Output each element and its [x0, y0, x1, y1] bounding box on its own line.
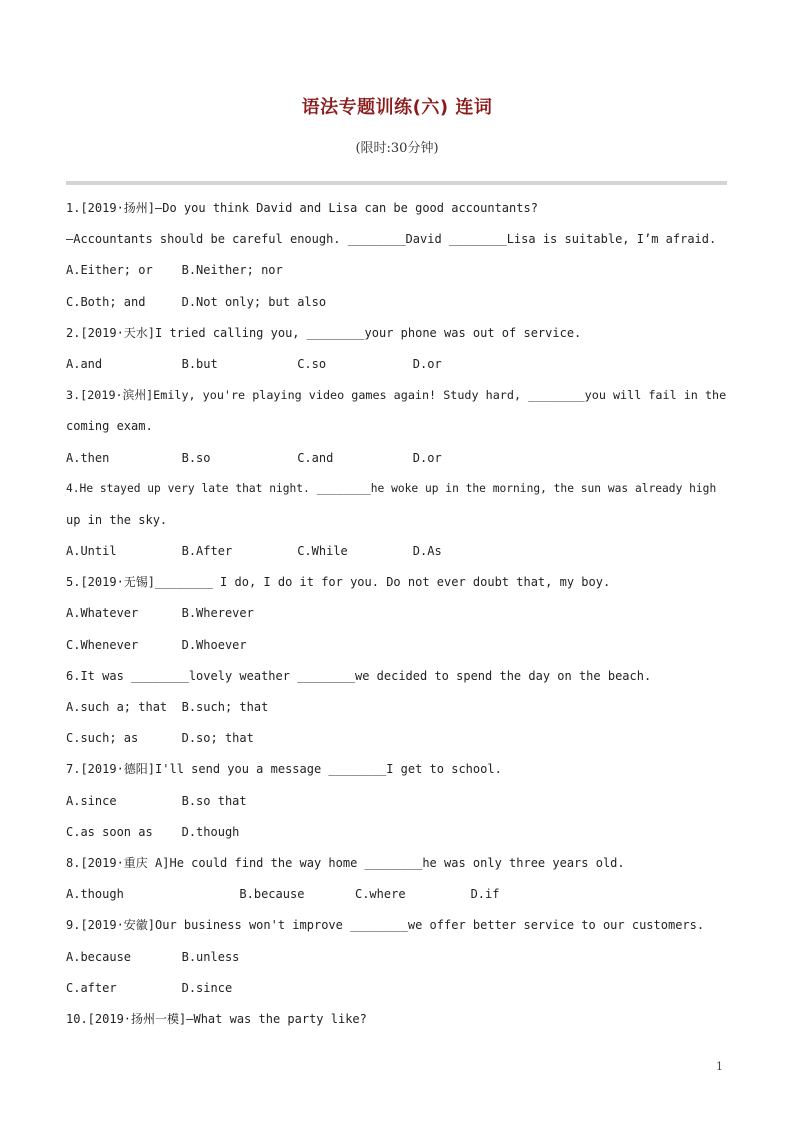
options-line: C.Whenever D.Whoever — [66, 637, 247, 652]
header-divider — [66, 181, 727, 185]
text-line: 2.[2019·天水]I tried calling you, ________your phone was out of service. — [66, 325, 582, 340]
options-line: A.Whatever B.Wherever — [66, 606, 254, 621]
options-line: A.Either; or B.Neither; nor — [66, 263, 283, 278]
options-line: A.and B.but C.so D.or — [66, 356, 442, 371]
text-line: 8.[2019·重庆 A]He could find the way home ________he was only three years old. — [66, 855, 625, 870]
options-line: C.as soon as D.though — [66, 824, 240, 839]
text-line: 7.[2019·德阳]I'll send you a message ________I get to school. — [66, 762, 502, 777]
time-limit: (限时:30分钟) — [355, 141, 439, 156]
question-list — [66, 199, 728, 1041]
page-title: 语法专题训练(六) 连词 — [301, 97, 493, 118]
options-line: A.though B.because C.where D.if — [66, 887, 500, 902]
text-line: 5.[2019·无锡]________ I do, I do it for you. Do not ever doubt that, my boy. — [66, 575, 611, 590]
options-line: A.then B.so C.and D.or — [66, 450, 442, 465]
text-line: —Accountants should be careful enough. ________David ________Lisa is suitable, I’m afraid. — [66, 232, 717, 247]
text-line: 1.[2019·扬州]—Do you think David and Lisa can be good accountants? — [66, 201, 538, 215]
text-line: coming exam. — [66, 419, 153, 434]
options-line: A.such a; that B.such; that — [66, 700, 269, 714]
options-line: A.since B.so that — [66, 793, 247, 808]
text-line: 10.[2019·扬州一模]—What was the party like? — [66, 1011, 367, 1026]
options-line: C.such; as D.so; that — [66, 731, 254, 746]
options-line: A.because B.unless — [66, 949, 240, 964]
text-line: 6.It was ________lovely weather ________we decided to spend the day on the beach. — [66, 668, 652, 683]
page-number: 1 — [716, 1060, 723, 1073]
options-line: C.after D.since — [66, 980, 233, 995]
options-line: C.Both; and D.Not only; but also — [66, 294, 327, 309]
text-line: 3.[2019·滨州]Emily, you're playing video games again! Study hard, ________you will fail in the — [66, 388, 727, 403]
text-line: 4.He stayed up very late that night. ________he woke up in the morning, the sun was already high — [66, 481, 717, 495]
text-line: up in the sky. — [66, 512, 168, 527]
options-line: A.Until B.After C.While D.As — [66, 544, 442, 559]
text-line: 9.[2019·安徽]Our business won't improve ________we offer better service to our customers. — [66, 918, 705, 933]
